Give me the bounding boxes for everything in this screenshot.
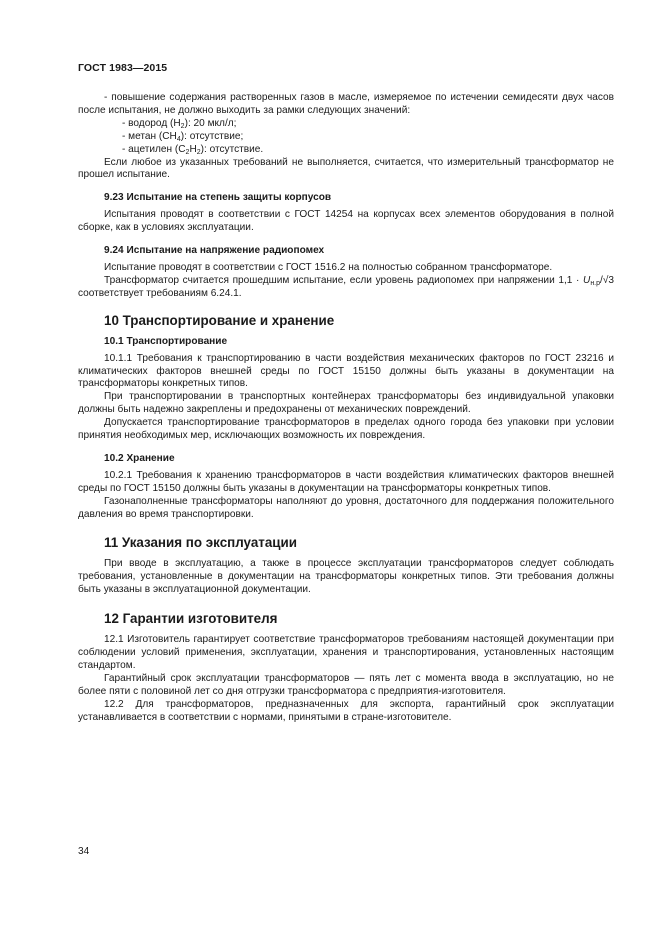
paragraph-12-1: 12.1 Изготовитель гарантирует соответствие трансформаторов требованиям настоящей документации при соблюдении условий применения, эксплуатации, хранения и транспортирования, установленных настоящим стандартом. bbox=[78, 634, 614, 671]
section-title-9-24: 9.24 Испытание на напряжение радиопомех bbox=[104, 245, 325, 257]
paragraph-9-24-b bbox=[78, 275, 614, 301]
paragraph-10-2-1-b: Газонаполненные трансформаторы наполняют до уровня, достаточного для поддержания положительного давления во время транспортировки. bbox=[78, 495, 614, 520]
chapter-title-11: 11 Указания по эксплуатации bbox=[104, 535, 297, 551]
paragraph-10-1-1-b: При транспортировании в транспортных контейнерах трансформаторы без индивидуальной упаковки должны быть надежно закреплены и предохранены от механических повреждений. bbox=[78, 391, 614, 416]
section-title-10-1: 10.1 Транспортирование bbox=[104, 335, 228, 347]
chapter-title-12: 12 Гарантии изготовителя bbox=[104, 611, 278, 627]
gas-label-mid: H bbox=[189, 143, 197, 155]
subscript: 2 bbox=[185, 148, 190, 156]
page-number: 34 bbox=[78, 846, 90, 857]
text: /√3 соответствует требованиям 6.24.1. bbox=[78, 274, 614, 299]
paragraph-10-1-1: 10.1.1 Требования к транспортированию в части воздействия механических факторов по ГОСТ 23216 и климатических факторов внешней среды по ГОСТ 15150 должны быть указаны в документации на трансформаторы конкретных типов. bbox=[78, 352, 614, 390]
gas-value: ): 20 мкл/л; bbox=[184, 117, 237, 129]
section-title-10-2: 10.2 Хранение bbox=[104, 452, 175, 464]
gas-value: ): отсутствие. bbox=[200, 143, 264, 155]
paragraph-9-23: Испытания проводят в соответствии с ГОСТ 14254 на корпусах всех элементов оборудования в полной сборке, как в условиях эксплуатации. bbox=[78, 209, 614, 234]
paragraph-12-1-b: Гарантийный срок эксплуатации трансформаторов — пять лет с момента ввода в эксплуатацию, но не более пяти с половиной лет со дня отгрузки трансформатора с предприятия-изготовителя. bbox=[78, 672, 614, 697]
subscript: н.р bbox=[590, 279, 601, 287]
list-item-methane bbox=[78, 131, 614, 144]
paragraph-10-1-1-c: Допускается транспортирование трансформаторов в пределах одного города без упаковки при условии принятия необходимых мер, исключающих возможность их повреждения. bbox=[78, 417, 614, 442]
paragraph-failure-condition: Если любое из указанных требований не выполняется, считается, что измерительный трансформатор не прошел испытание. bbox=[78, 156, 614, 181]
gas-label: - ацетилен (C bbox=[122, 143, 186, 155]
list-item-acetylene bbox=[78, 144, 614, 157]
gas-label: - метан (CH bbox=[122, 130, 177, 142]
document-header: ГОСТ 1983—2015 bbox=[78, 62, 168, 74]
gas-value: ): отсутствие; bbox=[180, 130, 244, 142]
paragraph-11: При вводе в эксплуатацию, а также в процессе эксплуатации трансформаторов следует соблюдать требования, установленные в документации на трансформаторы конкретных типов. Эти требования должны быть указаны в эксплуатационной документации. bbox=[78, 558, 614, 596]
list-item-hydrogen bbox=[78, 118, 614, 131]
subscript: 2 bbox=[196, 148, 201, 156]
chapter-title-10: 10 Транспортирование и хранение bbox=[104, 312, 335, 328]
document-body bbox=[78, 92, 614, 725]
voltage-symbol: U bbox=[583, 274, 591, 286]
paragraph-10-2-1: 10.2.1 Требования к хранению трансформаторов в части воздействия климатических факторов внешней среды по ГОСТ 15150 должны быть указаны в документации на трансформаторы конкретных типов. bbox=[78, 469, 614, 494]
paragraph-12-2: 12.2 Для трансформаторов, предназначенных для экспорта, гарантийный срок эксплуатации устанавливается в соответствии с нормами, принятыми в стране-изготовителе. bbox=[78, 698, 614, 723]
text: Трансформатор считается прошедшим испытание, если уровень радиопомех при напряжении 1,1 · bbox=[104, 274, 584, 286]
subscript: 2 bbox=[180, 122, 185, 130]
paragraph-9-24-a: Испытание проводят в соответствии с ГОСТ 1516.2 на полностью собранном трансформаторе. bbox=[104, 261, 553, 273]
subscript: 4 bbox=[176, 135, 181, 143]
paragraph-gas-increase: - повышение содержания растворенных газов в масле, измеряемое по истечении семидесяти двух часов после испытания, не должно выходить за рамки следующих значений: bbox=[78, 92, 614, 116]
section-title-9-23: 9.23 Испытание на степень защиты корпусов bbox=[104, 192, 332, 204]
gas-label: - водород (H bbox=[122, 117, 181, 129]
